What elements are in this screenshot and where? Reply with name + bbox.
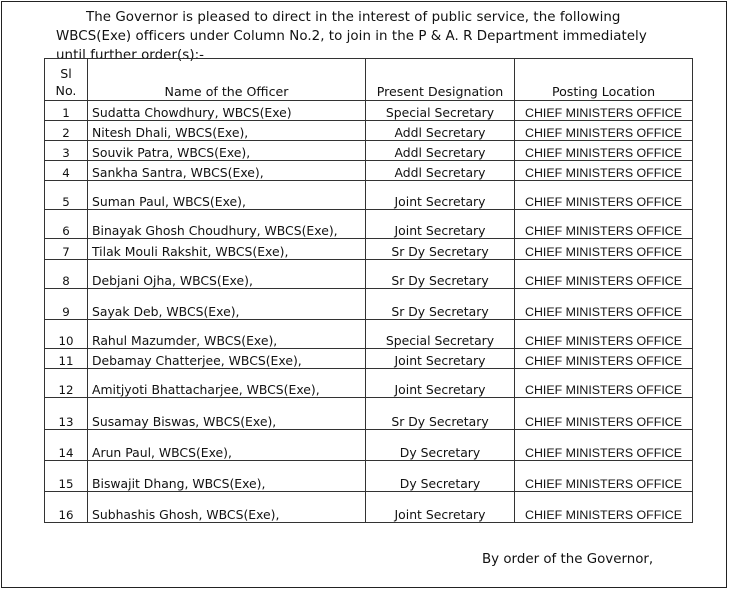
header-sl-no [45, 59, 88, 101]
cell-sl-no: 9 [45, 289, 88, 320]
cell-posting-location: CHIEF MINISTERS OFFICE [515, 161, 693, 181]
cell-sl-no: 1 [45, 101, 88, 121]
cell-designation: Special Secretary [366, 101, 515, 121]
cell-sl-no: 15 [45, 461, 88, 492]
cell-officer-name: Biswajit Dhang, WBCS(Exe), [88, 461, 366, 492]
cell-officer-name: Subhashis Ghosh, WBCS(Exe), [88, 492, 366, 523]
cell-sl-no: 7 [45, 239, 88, 260]
cell-designation: Joint Secretary [366, 210, 515, 239]
cell-officer-name: Tilak Mouli Rakshit, WBCS(Exe), [88, 239, 366, 260]
cell-posting-location: CHIEF MINISTERS OFFICE [515, 181, 693, 210]
signoff-text: By order of the Governor, [482, 552, 654, 567]
cell-officer-name: Debamay Chatterjee, WBCS(Exe), [88, 349, 366, 369]
cell-posting-location: CHIEF MINISTERS OFFICE [515, 289, 693, 320]
cell-officer-name: Sankha Santra, WBCS(Exe), [88, 161, 366, 181]
header-posting-location: Posting Location [515, 59, 693, 101]
table-row [45, 141, 693, 161]
cell-sl-no: 5 [45, 181, 88, 210]
header-sl-line2: No. [55, 83, 77, 98]
cell-sl-no: 4 [45, 161, 88, 181]
cell-posting-location: CHIEF MINISTERS OFFICE [515, 210, 693, 239]
table-row [45, 121, 693, 141]
cell-sl-no: 3 [45, 141, 88, 161]
cell-posting-location: CHIEF MINISTERS OFFICE [515, 349, 693, 369]
cell-designation: Special Secretary [366, 320, 515, 349]
cell-posting-location: CHIEF MINISTERS OFFICE [515, 369, 693, 398]
cell-designation: Sr Dy Secretary [366, 289, 515, 320]
cell-designation: Dy Secretary [366, 430, 515, 461]
cell-officer-name: Susamay Biswas, WBCS(Exe), [88, 398, 366, 430]
table-header-row [45, 59, 693, 101]
cell-posting-location: CHIEF MINISTERS OFFICE [515, 121, 693, 141]
header-present-designation: Present Designation [366, 59, 515, 101]
cell-officer-name: Suman Paul, WBCS(Exe), [88, 181, 366, 210]
cell-designation: Addl Secretary [366, 141, 515, 161]
table-row [45, 260, 693, 289]
intro-paragraph [56, 8, 676, 65]
cell-designation: Joint Secretary [366, 369, 515, 398]
table-row [45, 320, 693, 349]
table-row [45, 101, 693, 121]
cell-posting-location: CHIEF MINISTERS OFFICE [515, 141, 693, 161]
table-row [45, 349, 693, 369]
cell-officer-name: Arun Paul, WBCS(Exe), [88, 430, 366, 461]
cell-officer-name: Souvik Patra, WBCS(Exe), [88, 141, 366, 161]
cell-officer-name: Debjani Ojha, WBCS(Exe), [88, 260, 366, 289]
table-row [45, 430, 693, 461]
table-row [45, 492, 693, 523]
table-row [45, 369, 693, 398]
table-row [45, 161, 693, 181]
table-row [45, 181, 693, 210]
cell-officer-name: Nitesh Dhali, WBCS(Exe), [88, 121, 366, 141]
cell-posting-location: CHIEF MINISTERS OFFICE [515, 260, 693, 289]
table-row [45, 398, 693, 430]
cell-designation: Joint Secretary [366, 492, 515, 523]
officers-table [44, 58, 693, 523]
header-sl-line1: Sl [60, 66, 72, 81]
cell-designation: Joint Secretary [366, 181, 515, 210]
cell-posting-location: CHIEF MINISTERS OFFICE [515, 320, 693, 349]
cell-officer-name: Binayak Ghosh Choudhury, WBCS(Exe), [88, 210, 366, 239]
cell-posting-location: CHIEF MINISTERS OFFICE [515, 101, 693, 121]
cell-officer-name: Amitjyoti Bhattacharjee, WBCS(Exe), [88, 369, 366, 398]
cell-sl-no: 11 [45, 349, 88, 369]
cell-designation: Sr Dy Secretary [366, 239, 515, 260]
cell-sl-no: 2 [45, 121, 88, 141]
cell-posting-location: CHIEF MINISTERS OFFICE [515, 461, 693, 492]
cell-designation: Sr Dy Secretary [366, 260, 515, 289]
cell-designation: Sr Dy Secretary [366, 398, 515, 430]
table-row [45, 210, 693, 239]
cell-officer-name: Rahul Mazumder, WBCS(Exe), [88, 320, 366, 349]
cell-sl-no: 6 [45, 210, 88, 239]
header-officer-name: Name of the Officer [88, 59, 366, 101]
cell-posting-location: CHIEF MINISTERS OFFICE [515, 492, 693, 523]
cell-designation: Joint Secretary [366, 349, 515, 369]
cell-officer-name: Sayak Deb, WBCS(Exe), [88, 289, 366, 320]
cell-designation: Addl Secretary [366, 121, 515, 141]
cell-designation: Dy Secretary [366, 461, 515, 492]
cell-posting-location: CHIEF MINISTERS OFFICE [515, 398, 693, 430]
table-row [45, 239, 693, 260]
cell-sl-no: 14 [45, 430, 88, 461]
cell-sl-no: 8 [45, 260, 88, 289]
cell-sl-no: 10 [45, 320, 88, 349]
cell-officer-name: Sudatta Chowdhury, WBCS(Exe) [88, 101, 366, 121]
cell-sl-no: 12 [45, 369, 88, 398]
cell-posting-location: CHIEF MINISTERS OFFICE [515, 430, 693, 461]
cell-designation: Addl Secretary [366, 161, 515, 181]
intro-text: The Governor is pleased to direct in the interest of public service, the following WBCS(Exe) officers under Column No.2, to join in the P & A. R Department immediately until further order(s):- [56, 10, 647, 63]
table-body [45, 101, 693, 523]
cell-sl-no: 16 [45, 492, 88, 523]
cell-sl-no: 13 [45, 398, 88, 430]
cell-posting-location: CHIEF MINISTERS OFFICE [515, 239, 693, 260]
table-row [45, 289, 693, 320]
table-row [45, 461, 693, 492]
